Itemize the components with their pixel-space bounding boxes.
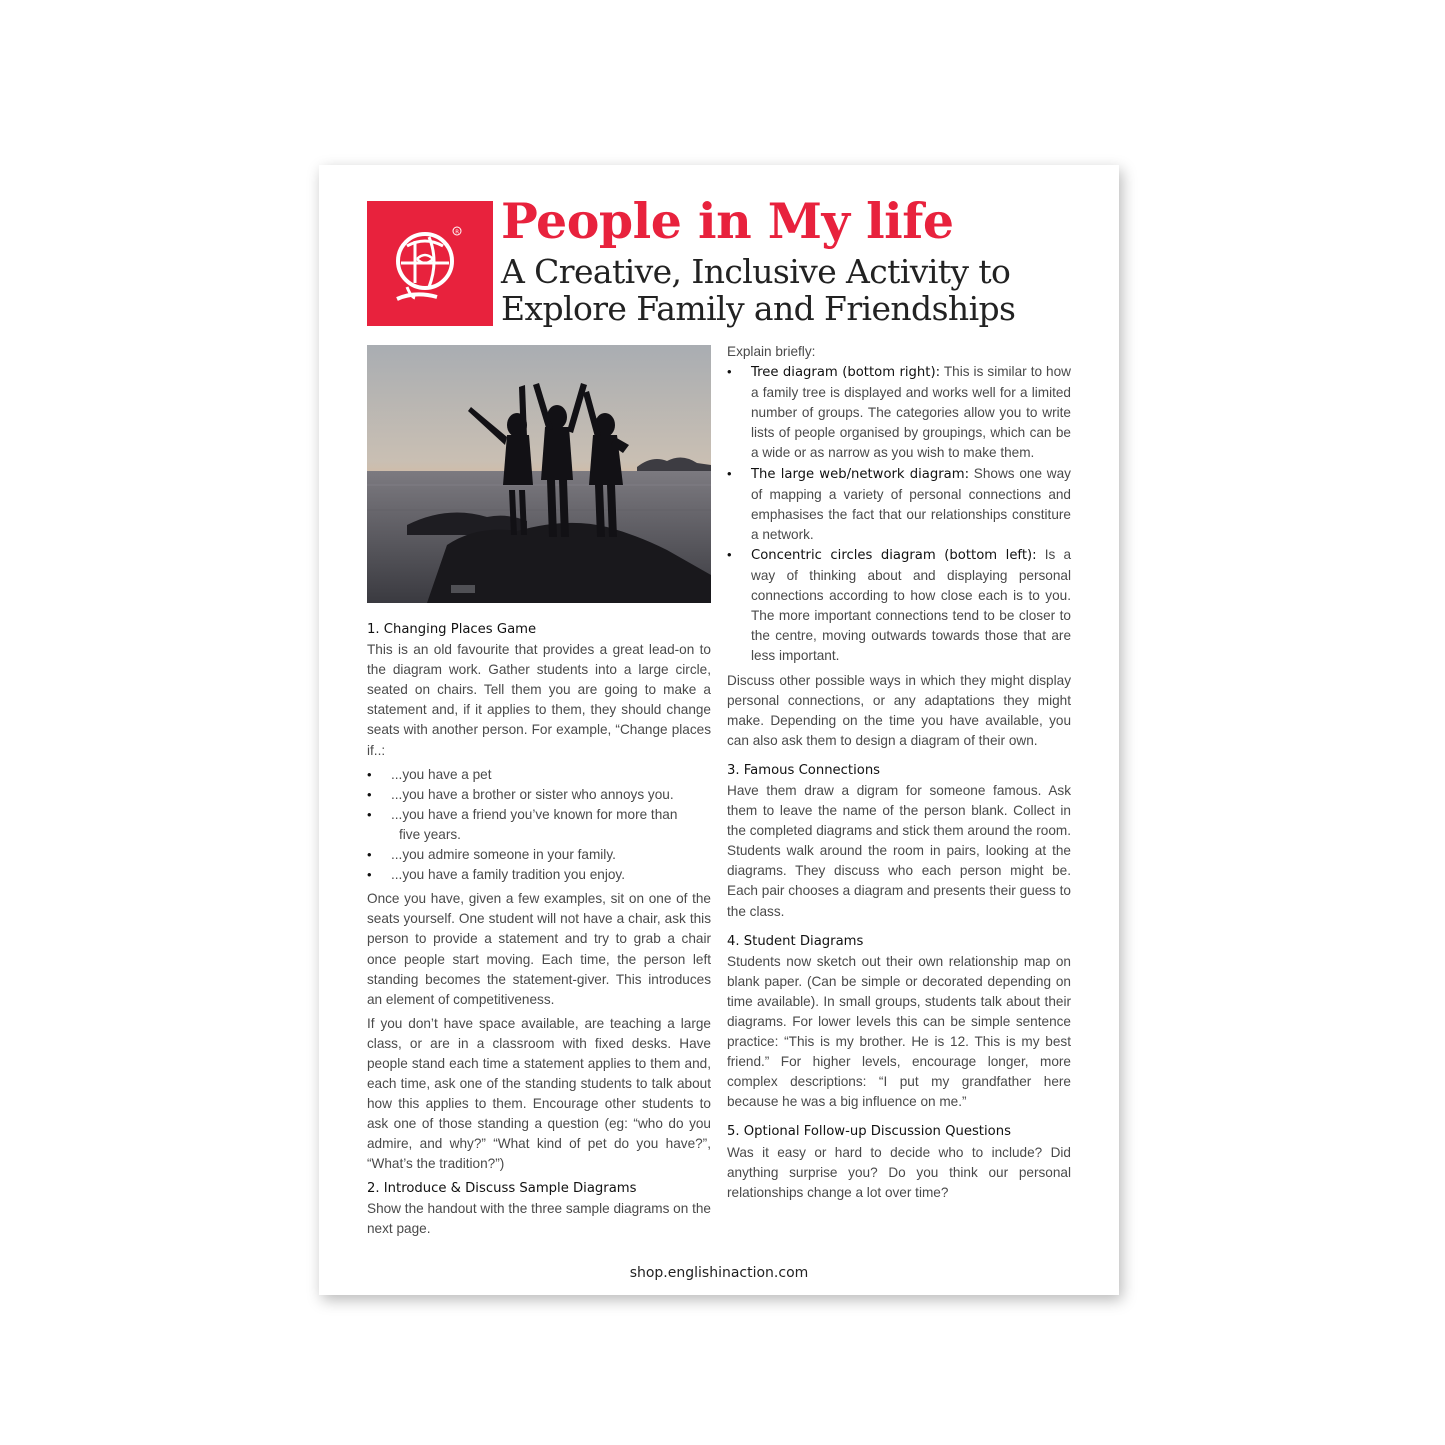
subtitle-line-1: A Creative, Inclusive Activity to xyxy=(501,252,1011,291)
item-label: Tree diagram (bottom right): xyxy=(751,365,941,381)
bullet-icon: • xyxy=(367,867,372,883)
footer-url: shop.englishinaction.com xyxy=(629,1265,809,1281)
bullet-icon: • xyxy=(367,786,372,802)
list-item xyxy=(727,362,1071,463)
list-item xyxy=(727,545,1071,667)
page-title: People in My life xyxy=(501,192,954,250)
globe-logo-icon xyxy=(367,201,493,326)
section-heading: 1. Changing Places Game xyxy=(367,622,537,637)
svg-text:R: R xyxy=(455,229,460,236)
friends-silhouette-photo xyxy=(367,345,711,603)
paragraph: This is an old favourite that provides a great lead-on to the diagram work. Gather students into a large circle, seated on chairs. Tell them you are going to make a statement and, if it applies to them, they should change seats with another person. For example, “Change places if..: xyxy=(367,642,711,758)
item-label: The large web/network diagram: xyxy=(751,466,970,482)
bullet-icon: • xyxy=(367,847,372,863)
page-subtitle xyxy=(501,253,1061,327)
list-item: • ...you have a brother or sister who annoys you. xyxy=(367,785,711,805)
list-item: • ...you have a friend you’ve known for more than five years. xyxy=(367,806,678,842)
item-text: Shows one way of mapping a variety of personal connections and emphasises the fact that our relationships constiture a network. xyxy=(751,465,1071,542)
list-item: • ...you admire someone in your family. xyxy=(367,845,711,865)
bullet-icon: • xyxy=(727,546,732,562)
list-item: • ...you have a pet xyxy=(367,765,711,785)
bullet-icon: • xyxy=(367,806,372,822)
list-item xyxy=(727,464,1071,545)
diagram-type-list xyxy=(727,362,1071,666)
bullet-icon: • xyxy=(727,364,732,380)
list-item: • ...you have a family tradition you enjoy. xyxy=(367,865,711,885)
section-heading: 5. Optional Follow-up Discussion Questions xyxy=(727,1124,1011,1140)
statement-list xyxy=(367,765,711,886)
item-label: Concentric circles diagram (bottom left): xyxy=(751,547,1037,563)
paragraph: Show the handout with the three sample diagrams on the next page. xyxy=(367,1200,711,1236)
left-column xyxy=(367,620,711,1243)
paragraph: Students now sketch out their own relationship map on blank paper. (Can be simple or decorated depending on time available). In small groups, students talk about their diagrams. For lower levels this can be simple sentence practice: “This is my brother. He is 12. This is my best friend.” For higher levels, encourage longer, more complex descriptions: “I put my grandfather here because he was a big influence on me.” xyxy=(727,953,1071,1110)
paragraph: Was it easy or hard to decide who to include? Did anything surprise you? Do you think our personal relationships change a lot over time? xyxy=(727,1144,1071,1200)
item-text: Is a way of thinking about and displaying personal connections according to how close each is to you. The more important connections tend to be closer to the centre, moving outwards towards those that are less important. xyxy=(751,546,1071,664)
document-page xyxy=(319,165,1119,1295)
right-column xyxy=(727,342,1071,1207)
bullet-icon: • xyxy=(367,766,372,782)
section-heading: 2. Introduce & Discuss Sample Diagrams xyxy=(367,1180,637,1196)
item-text: This is similar to how a family tree is displayed and works well for a limited number of groups. The categories allow you to write lists of people organised by groupings, which can be a wide or as narrow as you wish to make them. xyxy=(751,364,1071,461)
paragraph: Discuss other possible ways in which they might display personal connections, or any adaptations they might make. Depending on the time you have available, you can also ask them to design a diagram of their own. xyxy=(727,672,1071,748)
section-heading: 4. Student Diagrams xyxy=(727,933,864,949)
paragraph: Have them draw a digram for someone famous. Ask them to leave the name of the person blank. Collect in the completed diagrams and stick them around the room. Students walk around the room in pairs, looking at the diagrams. They discuss who each person might be. Each pair chooses a diagram and presents their guess to the class. xyxy=(727,782,1071,919)
paragraph: Explain briefly: xyxy=(727,344,816,359)
paragraph: Once you have, given a few examples, sit on one of the seats yourself. One student will not have a chair, ask this person to provide a statement and try to grab a chair once people start moving. Each time, the person left standing becomes the statement-giver. This introduces an element of competitiveness. xyxy=(367,891,711,1007)
subtitle-line-2: Explore Family and Friendships xyxy=(501,289,1016,328)
brand-logo xyxy=(367,201,493,326)
paragraph: If you don’t have space available, are teaching a large class, or are in a classroom with fixed desks. Have people stand each time a statement applies to them and, each time, ask one of the standing students to talk about how this applies to them. Encourage other students to ask one of those standing a question (eg: “who do you admire, and why?” “What kind of pet do you have?”, “What’s the tradition?”) xyxy=(367,1015,711,1172)
section-heading: 3. Famous Connections xyxy=(727,762,881,778)
bullet-icon: • xyxy=(727,465,732,481)
